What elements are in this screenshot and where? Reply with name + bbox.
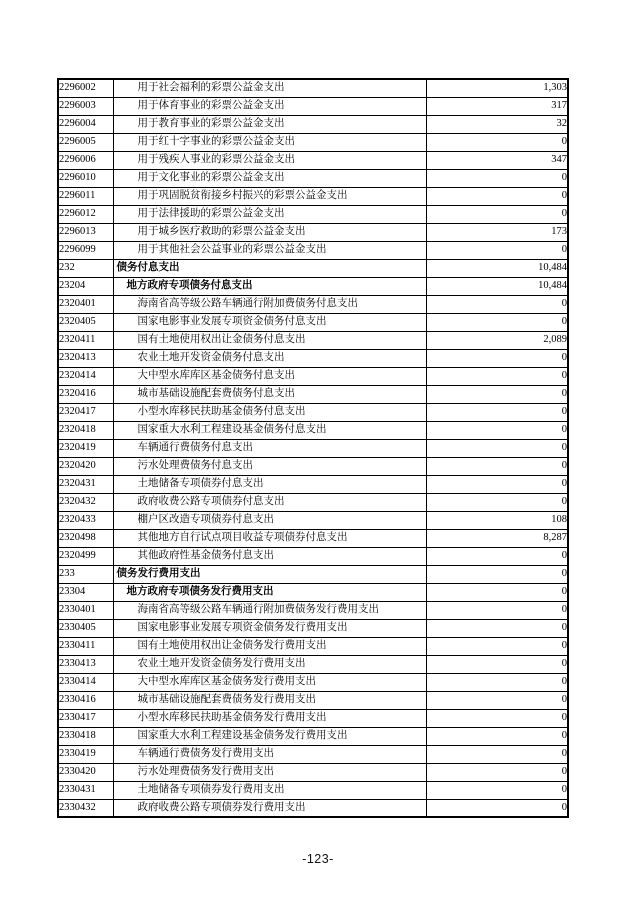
table-row xyxy=(58,781,568,799)
row-code: 2296003 xyxy=(58,97,113,115)
budget-table-container xyxy=(57,78,567,818)
row-code: 2320416 xyxy=(58,385,113,403)
row-description: 政府收费公路专项债券发行费用支出 xyxy=(113,799,426,817)
row-description: 其他地方自行试点项目收益专项债券付息支出 xyxy=(113,529,426,547)
row-description: 用于社会福利的彩票公益金支出 xyxy=(113,79,426,97)
row-value: 317 xyxy=(426,97,568,115)
row-code: 2320401 xyxy=(58,295,113,313)
row-value: 0 xyxy=(426,709,568,727)
row-code: 2320419 xyxy=(58,439,113,457)
row-description: 棚户区改造专项债券付息支出 xyxy=(113,511,426,529)
row-code: 2296005 xyxy=(58,133,113,151)
row-code: 2320432 xyxy=(58,493,113,511)
row-description: 债务发行费用支出 xyxy=(113,565,426,583)
row-code: 2320418 xyxy=(58,421,113,439)
table-row xyxy=(58,457,568,475)
row-description: 海南省高等级公路车辆通行附加费债务付息支出 xyxy=(113,295,426,313)
row-value: 0 xyxy=(426,601,568,619)
row-value: 0 xyxy=(426,745,568,763)
row-code: 2296010 xyxy=(58,169,113,187)
row-code: 2330413 xyxy=(58,655,113,673)
row-description: 土地储备专项债券付息支出 xyxy=(113,475,426,493)
row-description: 污水处理费债务付息支出 xyxy=(113,457,426,475)
row-value: 173 xyxy=(426,223,568,241)
row-description: 污水处理费债务发行费用支出 xyxy=(113,763,426,781)
table-row xyxy=(58,151,568,169)
row-description: 政府收费公路专项债券付息支出 xyxy=(113,493,426,511)
row-description: 小型水库移民扶助基金债务发行费用支出 xyxy=(113,709,426,727)
row-value: 0 xyxy=(426,295,568,313)
row-value: 0 xyxy=(426,385,568,403)
row-value: 0 xyxy=(426,673,568,691)
row-value: 10,484 xyxy=(426,277,568,295)
row-description: 国有土地使用权出让金债务发行费用支出 xyxy=(113,637,426,655)
table-row xyxy=(58,367,568,385)
row-value: 0 xyxy=(426,349,568,367)
row-value: 108 xyxy=(426,511,568,529)
row-value: 0 xyxy=(426,187,568,205)
table-row xyxy=(58,115,568,133)
row-code: 23204 xyxy=(58,277,113,295)
row-code: 23304 xyxy=(58,583,113,601)
table-row xyxy=(58,511,568,529)
row-value: 0 xyxy=(426,313,568,331)
row-value: 8,287 xyxy=(426,529,568,547)
table-row xyxy=(58,619,568,637)
row-value: 0 xyxy=(426,205,568,223)
row-description: 用于残疾人事业的彩票公益金支出 xyxy=(113,151,426,169)
table-row xyxy=(58,727,568,745)
row-code: 2330420 xyxy=(58,763,113,781)
row-code: 2296004 xyxy=(58,115,113,133)
row-value: 0 xyxy=(426,403,568,421)
row-value: 1,303 xyxy=(426,79,568,97)
row-description: 小型水库移民扶助基金债务付息支出 xyxy=(113,403,426,421)
row-value: 0 xyxy=(426,367,568,385)
table-row xyxy=(58,709,568,727)
row-code: 2296013 xyxy=(58,223,113,241)
table-row xyxy=(58,259,568,277)
table-row xyxy=(58,637,568,655)
row-code: 2330432 xyxy=(58,799,113,817)
table-row xyxy=(58,439,568,457)
row-value: 0 xyxy=(426,475,568,493)
row-code: 233 xyxy=(58,565,113,583)
row-description: 车辆通行费债务付息支出 xyxy=(113,439,426,457)
row-value: 0 xyxy=(426,169,568,187)
row-description: 土地储备专项债券发行费用支出 xyxy=(113,781,426,799)
row-code: 2330417 xyxy=(58,709,113,727)
row-code: 2330411 xyxy=(58,637,113,655)
row-code: 2320417 xyxy=(58,403,113,421)
row-code: 2320420 xyxy=(58,457,113,475)
row-description: 大中型水库库区基金债务付息支出 xyxy=(113,367,426,385)
table-row xyxy=(58,79,568,97)
row-code: 2330401 xyxy=(58,601,113,619)
row-code: 2320411 xyxy=(58,331,113,349)
table-row xyxy=(58,97,568,115)
row-description: 其他政府性基金债务付息支出 xyxy=(113,547,426,565)
row-code: 2320414 xyxy=(58,367,113,385)
row-value: 0 xyxy=(426,439,568,457)
row-description: 用于巩固脱贫衔接乡村振兴的彩票公益金支出 xyxy=(113,187,426,205)
row-description: 国有土地使用权出让金债务付息支出 xyxy=(113,331,426,349)
row-value: 0 xyxy=(426,547,568,565)
row-description: 大中型水库库区基金债务发行费用支出 xyxy=(113,673,426,691)
table-row xyxy=(58,799,568,817)
row-description: 用于城乡医疗救助的彩票公益金支出 xyxy=(113,223,426,241)
table-row xyxy=(58,133,568,151)
row-code: 2296002 xyxy=(58,79,113,97)
table-row xyxy=(58,241,568,259)
row-description: 国家重大水利工程建设基金债务付息支出 xyxy=(113,421,426,439)
row-value: 0 xyxy=(426,763,568,781)
row-code: 2320498 xyxy=(58,529,113,547)
row-value: 0 xyxy=(426,781,568,799)
row-value: 0 xyxy=(426,493,568,511)
row-value: 32 xyxy=(426,115,568,133)
table-row xyxy=(58,763,568,781)
table-row xyxy=(58,403,568,421)
table-row xyxy=(58,583,568,601)
row-code: 232 xyxy=(58,259,113,277)
row-value: 0 xyxy=(426,241,568,259)
table-row xyxy=(58,205,568,223)
row-description: 地方政府专项债务付息支出 xyxy=(113,277,426,295)
table-row xyxy=(58,295,568,313)
page-number: -123- xyxy=(302,852,334,866)
table-row xyxy=(58,349,568,367)
table-row xyxy=(58,529,568,547)
row-code: 2330418 xyxy=(58,727,113,745)
row-value: 0 xyxy=(426,583,568,601)
row-code: 2320499 xyxy=(58,547,113,565)
row-code: 2296012 xyxy=(58,205,113,223)
budget-table xyxy=(57,78,569,818)
row-value: 2,089 xyxy=(426,331,568,349)
row-description: 国家电影事业发展专项资金债务付息支出 xyxy=(113,313,426,331)
row-description: 用于体育事业的彩票公益金支出 xyxy=(113,97,426,115)
table-row xyxy=(58,421,568,439)
row-value: 0 xyxy=(426,799,568,817)
row-description: 车辆通行费债务发行费用支出 xyxy=(113,745,426,763)
row-code: 2296099 xyxy=(58,241,113,259)
row-value: 0 xyxy=(426,691,568,709)
row-description: 农业土地开发资金债务发行费用支出 xyxy=(113,655,426,673)
row-value: 0 xyxy=(426,637,568,655)
table-row xyxy=(58,601,568,619)
table-row xyxy=(58,385,568,403)
row-code: 2296011 xyxy=(58,187,113,205)
row-value: 0 xyxy=(426,421,568,439)
table-row xyxy=(58,493,568,511)
row-description: 国家电影事业发展专项资金债务发行费用支出 xyxy=(113,619,426,637)
row-description: 债务付息支出 xyxy=(113,259,426,277)
row-description: 用于文化事业的彩票公益金支出 xyxy=(113,169,426,187)
table-row xyxy=(58,169,568,187)
row-code: 2330419 xyxy=(58,745,113,763)
row-code: 2330416 xyxy=(58,691,113,709)
row-description: 城市基础设施配套费债务付息支出 xyxy=(113,385,426,403)
table-row xyxy=(58,223,568,241)
row-code: 2320431 xyxy=(58,475,113,493)
row-description: 用于红十字事业的彩票公益金支出 xyxy=(113,133,426,151)
row-value: 10,484 xyxy=(426,259,568,277)
row-code: 2330405 xyxy=(58,619,113,637)
table-row xyxy=(58,331,568,349)
row-code: 2330431 xyxy=(58,781,113,799)
row-description: 城市基础设施配套费债务发行费用支出 xyxy=(113,691,426,709)
row-description: 用于法律援助的彩票公益金支出 xyxy=(113,205,426,223)
budget-table-body xyxy=(58,79,568,817)
row-value: 0 xyxy=(426,565,568,583)
row-code: 2296006 xyxy=(58,151,113,169)
table-row xyxy=(58,565,568,583)
table-row xyxy=(58,313,568,331)
row-value: 0 xyxy=(426,655,568,673)
table-row xyxy=(58,547,568,565)
row-value: 0 xyxy=(426,727,568,745)
row-value: 0 xyxy=(426,457,568,475)
row-description: 国家重大水利工程建设基金债务发行费用支出 xyxy=(113,727,426,745)
table-row xyxy=(58,655,568,673)
table-row xyxy=(58,691,568,709)
row-code: 2320405 xyxy=(58,313,113,331)
row-description: 农业土地开发资金债务付息支出 xyxy=(113,349,426,367)
table-row xyxy=(58,745,568,763)
row-description: 用于其他社会公益事业的彩票公益金支出 xyxy=(113,241,426,259)
row-code: 2330414 xyxy=(58,673,113,691)
row-value: 347 xyxy=(426,151,568,169)
table-row xyxy=(58,673,568,691)
row-code: 2320413 xyxy=(58,349,113,367)
row-code: 2320433 xyxy=(58,511,113,529)
row-value: 0 xyxy=(426,133,568,151)
row-description: 海南省高等级公路车辆通行附加费债务发行费用支出 xyxy=(113,601,426,619)
row-value: 0 xyxy=(426,619,568,637)
row-description: 地方政府专项债务发行费用支出 xyxy=(113,583,426,601)
row-description: 用于教育事业的彩票公益金支出 xyxy=(113,115,426,133)
table-row xyxy=(58,277,568,295)
table-row xyxy=(58,475,568,493)
table-row xyxy=(58,187,568,205)
